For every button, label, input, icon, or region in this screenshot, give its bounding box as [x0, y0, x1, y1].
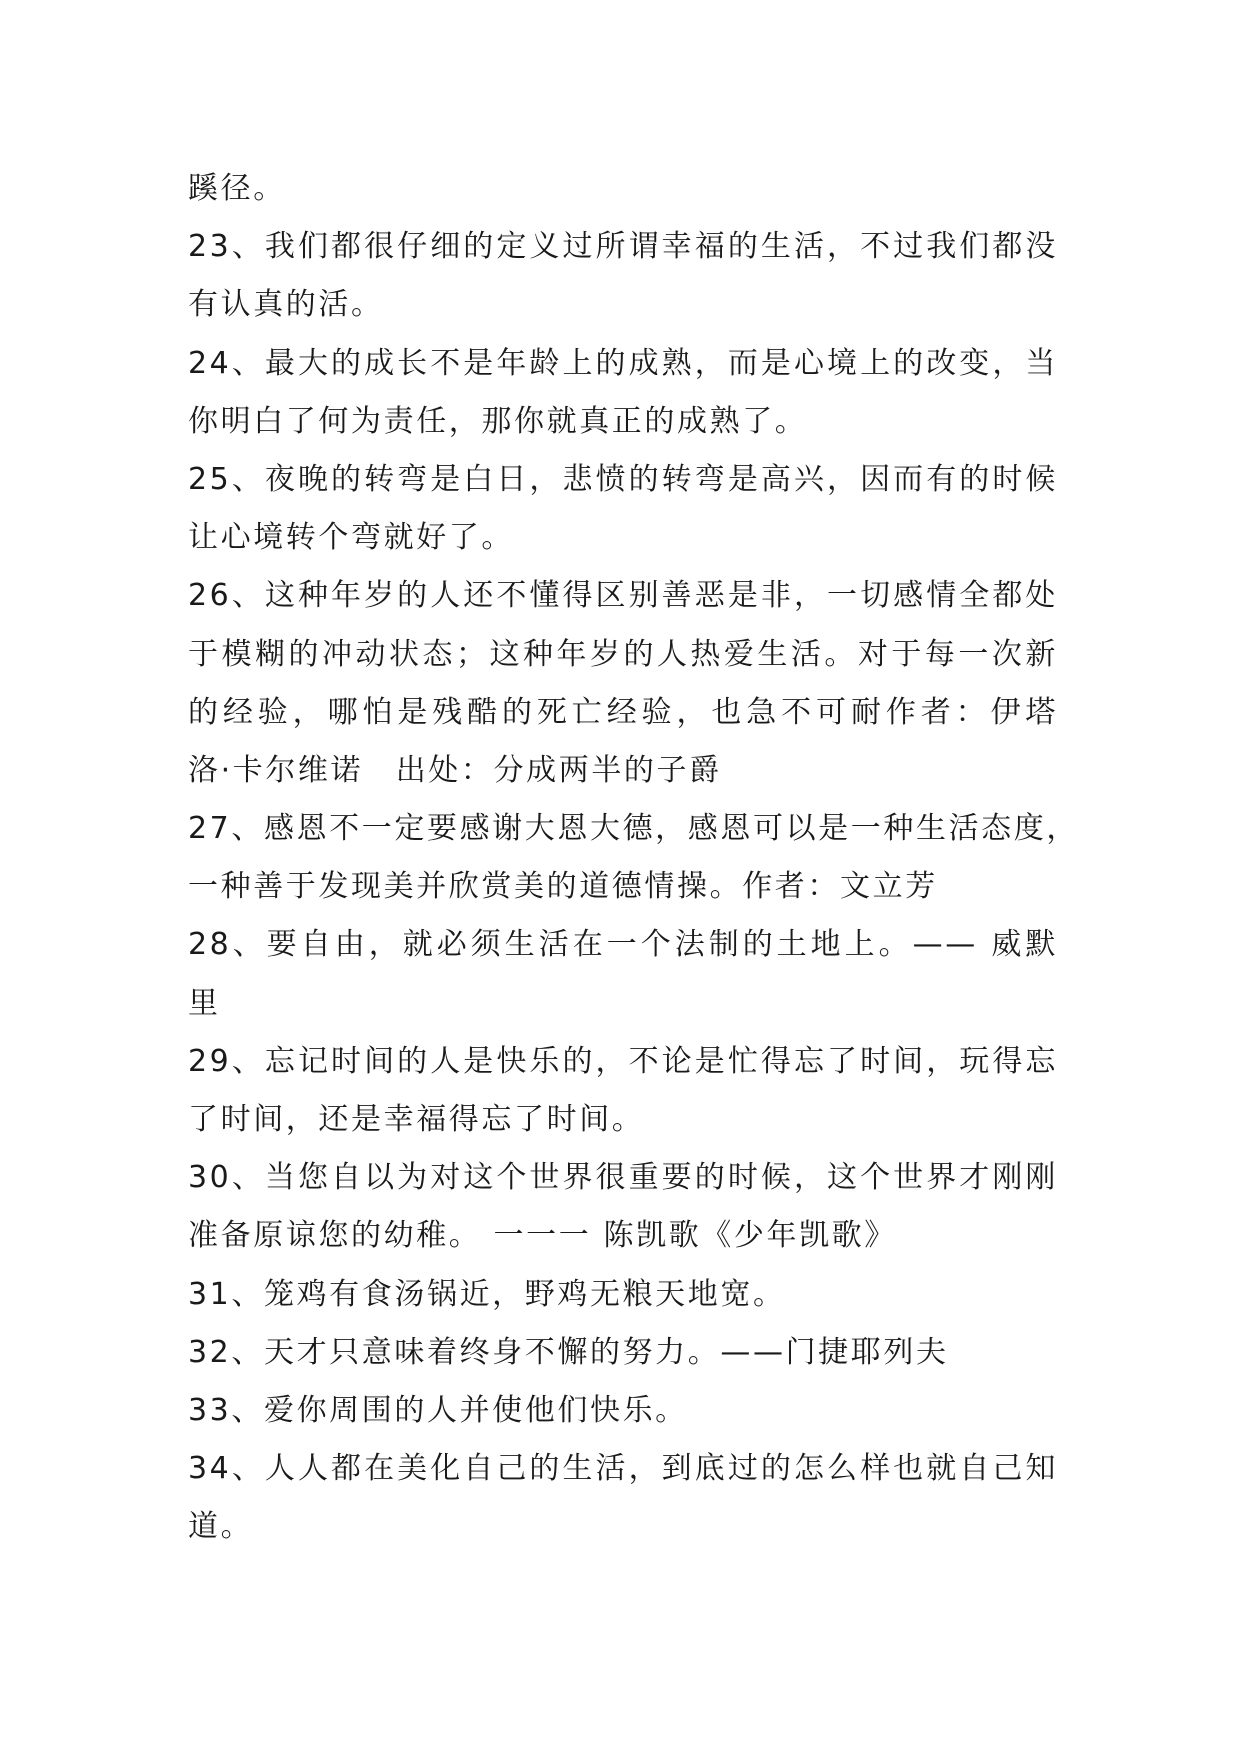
text-line: 里	[188, 985, 221, 1021]
text-line: 32、天才只意味着终身不懈的努力。——门捷耶列夫	[188, 1334, 949, 1370]
text-line: 23、我们都很仔细的定义过所谓幸福的生活，不过我们都没	[188, 229, 1058, 265]
text-line: 让心境转个弯就好了。	[188, 520, 514, 556]
text-line: 的经验，哪怕是残酷的死亡经验，也急不可耐作者：伊塔	[188, 694, 1058, 730]
text-line: 洛·卡尔维诺 出处：分成两半的子爵	[188, 752, 722, 788]
text-line: 道。	[188, 1509, 254, 1545]
text-line: 准备原谅您的幼稚。 一一一 陈凯歌《少年凯歌》	[188, 1218, 897, 1254]
text-line: 26、这种年岁的人还不懂得区别善恶是非，一切感情全都处	[188, 578, 1058, 614]
text-line: 了时间，还是幸福得忘了时间。	[188, 1102, 645, 1137]
text-line: 31、笼鸡有食汤锅近，野鸡无粮天地宽。	[188, 1276, 786, 1312]
text-line: 29、忘记时间的人是快乐的，不论是忙得忘了时间，玩得忘	[188, 1043, 1058, 1079]
text-line: 一种善于发现美并欣赏美的道德情操。作者：文立芳	[188, 869, 938, 905]
text-line: 34、人人都在美化自己的生活，到底过的怎么样也就自己知	[188, 1451, 1058, 1487]
text-line: 33、爱你周围的人并使他们快乐。	[188, 1392, 688, 1428]
text-line: 25、夜晚的转弯是白日，悲愤的转弯是高兴，因而有的时候	[188, 461, 1058, 497]
text-line: 27、感恩不一定要感谢大恩大德，感恩可以是一种生活态度，	[188, 811, 1079, 847]
document-body	[188, 160, 1079, 1557]
text-line: 你明白了何为责任，那你就真正的成熟了。	[188, 403, 808, 439]
text-line: 24、最大的成长不是年龄上的成熟，而是心境上的改变，当	[188, 345, 1058, 381]
text-line: 28、要自由，就必须生活在一个法制的土地上。—— 威默	[188, 927, 1058, 963]
text-line: 蹊径。	[188, 171, 286, 206]
text-line: 有认真的活。	[188, 287, 384, 323]
text-line: 30、当您自以为对这个世界很重要的时候，这个世界才刚刚	[188, 1160, 1058, 1196]
text-line: 于模糊的冲动状态；这种年岁的人热爱生活。对于每一次新	[188, 636, 1058, 672]
